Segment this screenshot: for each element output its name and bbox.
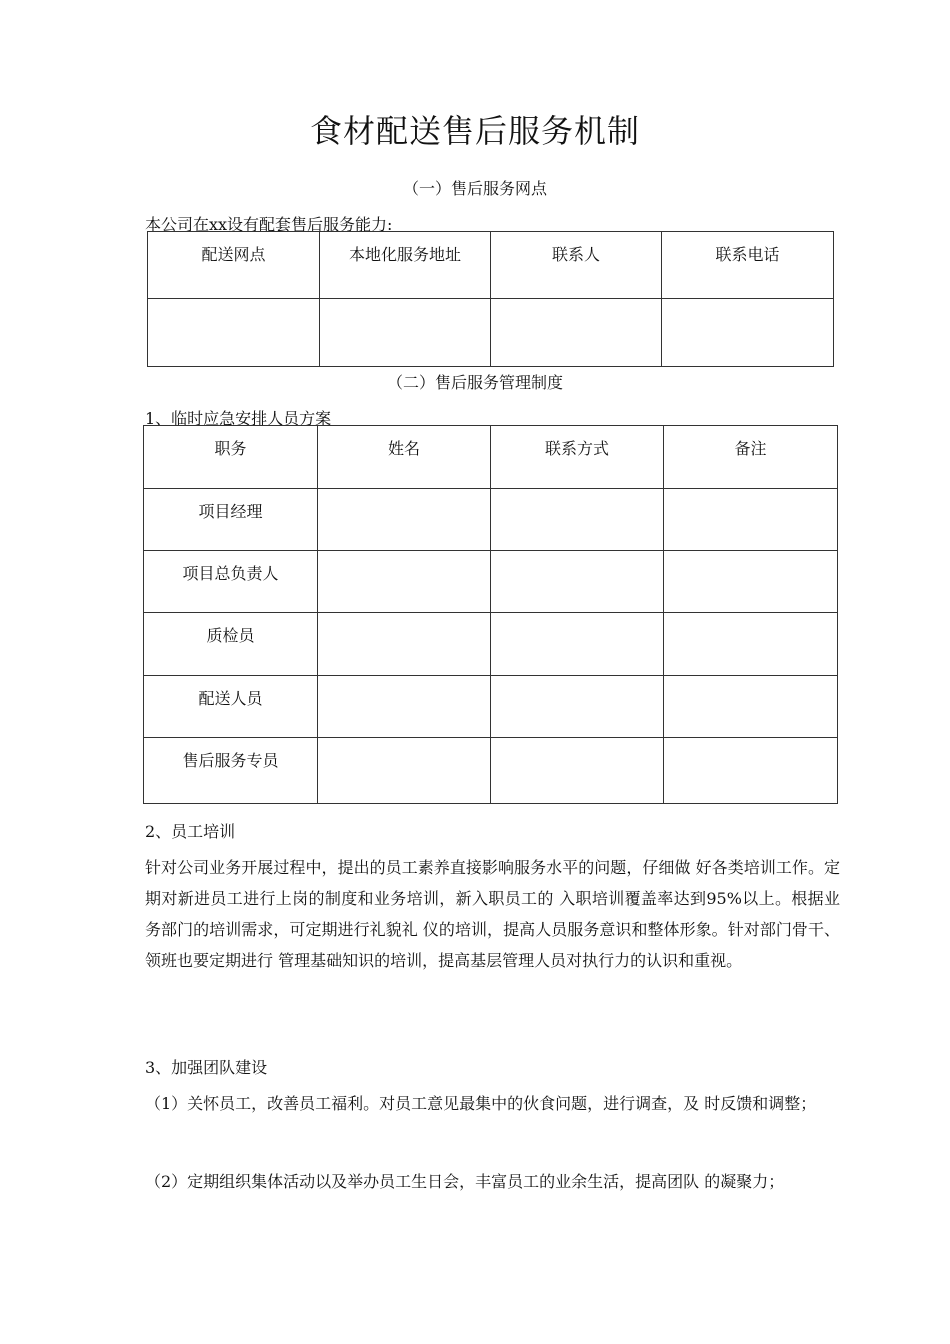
table-cell: 质检员 xyxy=(144,613,318,676)
table-row xyxy=(144,738,838,804)
table-header-cell: 联系方式 xyxy=(491,426,664,489)
table-cell xyxy=(320,299,491,367)
table-cell: 项目经理 xyxy=(144,489,318,551)
table-cell xyxy=(491,738,664,804)
table-header-cell: 联系人 xyxy=(491,232,662,299)
table-header-cell: 联系电话 xyxy=(662,232,834,299)
table-header-row xyxy=(148,232,834,299)
table-cell: 售后服务专员 xyxy=(144,738,318,804)
table-cell xyxy=(318,489,491,551)
item1-heading: 1、临时应急安排人员方案 xyxy=(145,409,332,428)
emergency-staff-table xyxy=(143,425,838,804)
document-title: 食材配送售后服务机制 xyxy=(309,112,640,150)
table-row xyxy=(144,551,838,613)
table-row xyxy=(144,489,838,551)
section1-intro: 本公司在xx设有配套售后服务能力: xyxy=(145,215,393,234)
table-cell xyxy=(664,676,838,738)
table-cell xyxy=(318,613,491,676)
table-cell: 项目总负责人 xyxy=(144,551,318,613)
table-header-cell: 备注 xyxy=(664,426,838,489)
team-point-2: （2）定期组织集体活动以及举办员工生日会，丰富员工的业余生活，提高团队 的凝聚力； xyxy=(145,1172,785,1191)
table-cell xyxy=(318,551,491,613)
table-cell xyxy=(662,299,834,367)
table-cell xyxy=(664,613,838,676)
table-cell xyxy=(664,489,838,551)
table-cell xyxy=(491,489,664,551)
table-cell xyxy=(318,738,491,804)
training-paragraph: 针对公司业务开展过程中，提出的员工素养直接影响服务水平的问题，仔细做 好各类培训工作。定期对新进员工进行上岗的制度和业务培训，新入职员工的 入职培训覆盖率达到95%以上。根据业务部门的培训需求，可定期进行礼貌礼 仪的培训，提高人员服务意识和整体形象。针对部门骨干、领班也要定期进行 管理基础知识的培训，提高基层管理人员对执行力的认识和重视。 xyxy=(145,858,840,970)
table-cell xyxy=(318,676,491,738)
item2-heading: 2、员工培训 xyxy=(145,822,236,841)
service-outlet-table xyxy=(147,231,834,367)
table-cell xyxy=(491,299,662,367)
table-cell: 配送人员 xyxy=(144,676,318,738)
team-point-1: （1）关怀员工，改善员工福利。对员工意见最集中的伙食问题，进行调查，及 时反馈和调整； xyxy=(145,1094,817,1113)
table-row xyxy=(144,676,838,738)
table-cell xyxy=(664,738,838,804)
table-cell xyxy=(664,551,838,613)
item3-heading: 3、加强团队建设 xyxy=(145,1058,268,1077)
table-header-cell: 配送网点 xyxy=(148,232,320,299)
table-header-cell: 本地化服务地址 xyxy=(320,232,491,299)
section2-heading: （二）售后服务管理制度 xyxy=(386,373,563,392)
table-cell xyxy=(148,299,320,367)
table-header-row xyxy=(144,426,838,489)
table-cell xyxy=(491,676,664,738)
table-cell xyxy=(491,613,664,676)
section1-heading: （一）售后服务网点 xyxy=(402,179,547,198)
table-cell xyxy=(491,551,664,613)
table-row xyxy=(148,299,834,367)
table-header-cell: 职务 xyxy=(144,426,318,489)
table-row xyxy=(144,613,838,676)
table-header-cell: 姓名 xyxy=(318,426,491,489)
